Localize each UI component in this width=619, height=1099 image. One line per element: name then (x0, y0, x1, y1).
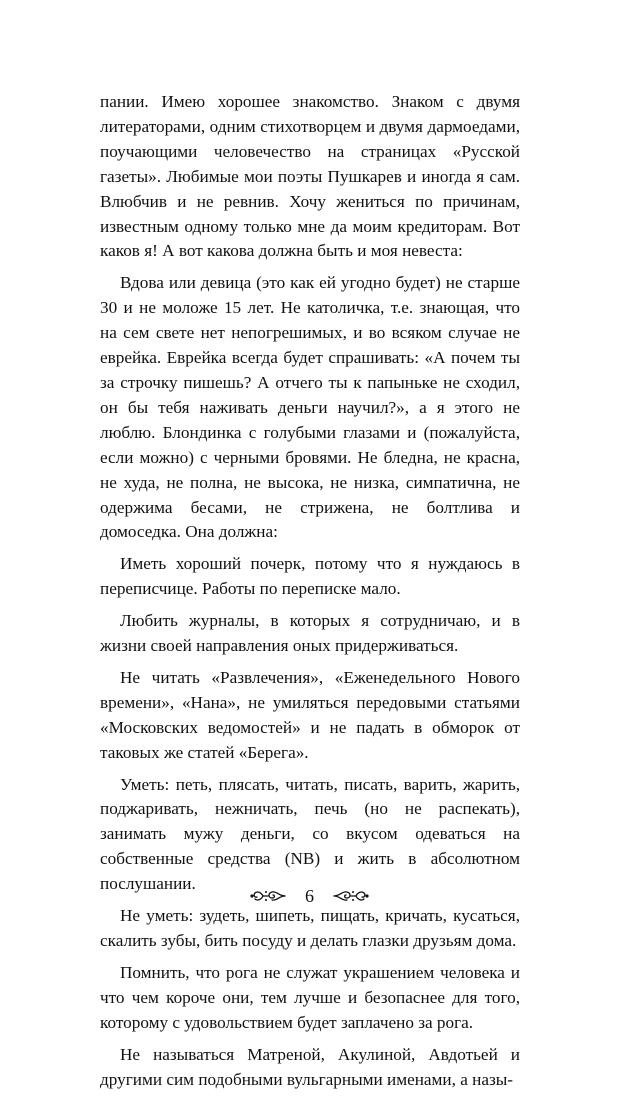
paragraph-9: Не называться Матреной, Акулиной, Авдотьей и другими сим подобными вульгарными именами, а назы- (100, 1044, 520, 1089)
paragraph-1: пании. Имею хорошее знакомство. Знаком с двумя литераторами, одним стихотворцем и двумя дармоедами, поучающими человечество на страницах «Русской газеты». Любимые мои поэты Пушкарев и иногда я сам. Влюбчив и не ревнив. Хочу жениться по причинам, известным одному только мне да моим кредиторам. Вот каков я! А вот какова должна быть и моя невеста: (100, 92, 520, 261)
paragraph-8: Помнить, что рога не служат украшением человека и что чем короче они, тем лучше и безопаснее для того, которому с удовольствием будет заплачено за рога. (100, 962, 520, 1032)
floral-ornament-right-icon (330, 887, 370, 905)
floral-ornament-left-icon (249, 887, 289, 905)
page-number: 6 (305, 885, 314, 906)
paragraph-6: Уметь: петь, плясать, читать, писать, варить, жарить, поджаривать, нежничать, печь (но не распекать), занимать мужу деньги, со вкусом одеваться на собственные средства (NB) и жить в абсолютном послушании. (100, 774, 520, 894)
paragraph-7: Не уметь: зудеть, шипеть, пищать, кричать, кусаться, скалить зубы, бить посуду и делать глазки друзьям дома. (100, 906, 520, 950)
paragraph-3: Иметь хороший почерк, потому что я нуждаюсь в переписчице. Работы по переписке мало. (100, 554, 520, 599)
paragraph-4: Любить журналы, в которых я сотрудничаю, и в жизни своей направления оных придерживаться. (100, 611, 520, 656)
paragraph-2: Вдова или девица (это как ей угодно будет) не старше 30 и не моложе 15 лет. Не католичка, т.е. знающая, что на сем свете нет непогрешимых, и во всяком случае не еврейка. Еврейка всегда будет спрашивать: «А почем ты за строчку пишешь? А отчего ты к папыньке не сходил, он бы тебя наживать деньги научил?», а я этого не люблю. Блондинка с голубыми глазами и (пожалуйста, если можно) с черными бровями. Не бледна, не красна, не худа, не полна, не высока, не низка, симпатична, не одержима бесами, не стрижена, не болтлива и домоседка. Она должна: (100, 273, 520, 542)
paragraph-5: Не читать «Развлечения», «Еженедельного Нового времени», «Нана», не умиляться передовыми статьями «Московских ведомостей» и не падать в обморок от таковых же статей «Берега». (100, 667, 520, 762)
page-text (100, 90, 520, 1099)
page-footer (0, 876, 619, 916)
